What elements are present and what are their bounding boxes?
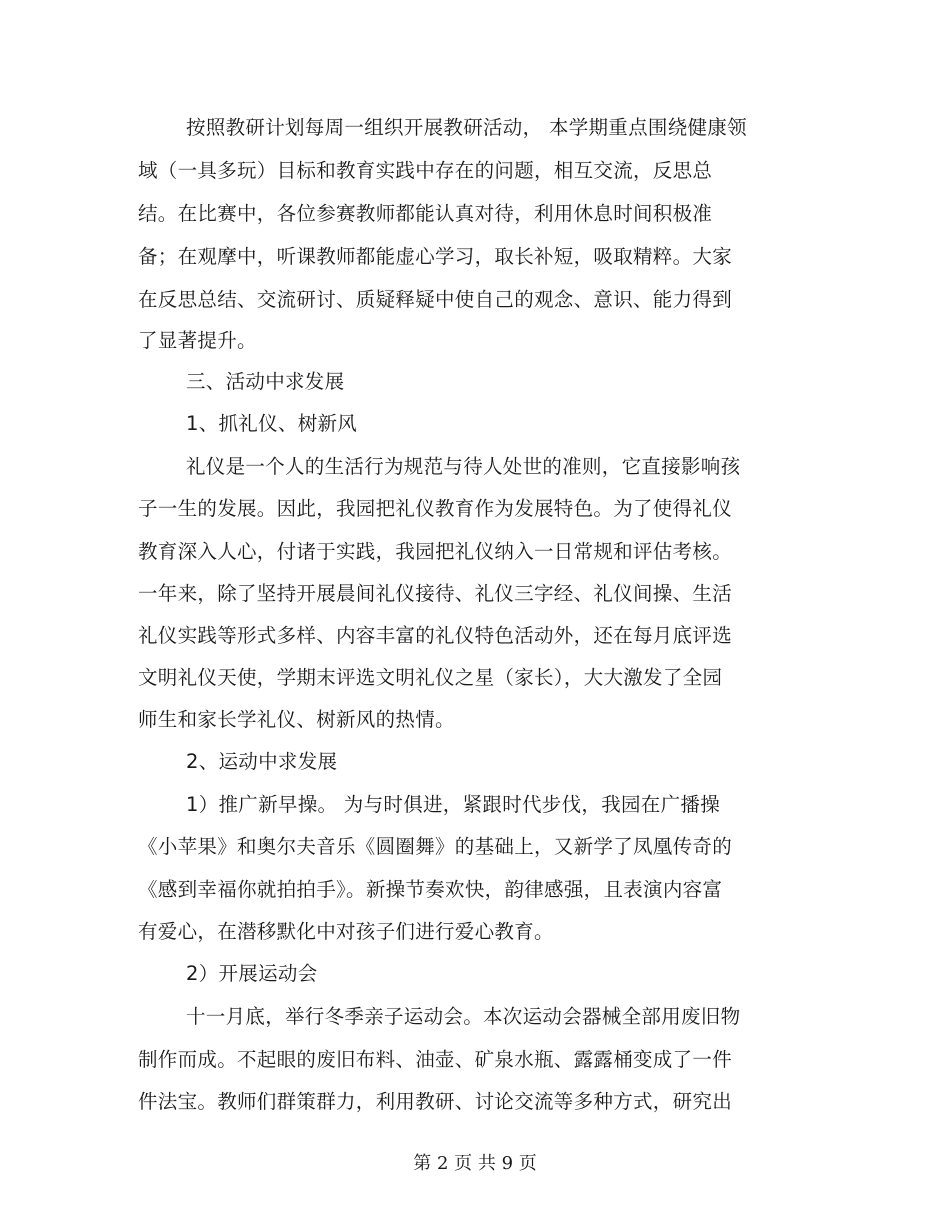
paragraph-line: 教育深入人心，付诸于实践，我园把礼仪纳入一日常规和评估考核。 bbox=[138, 540, 733, 563]
paragraph-line: 有爱心，在潜移默化中对孩子们进行爱心教育。 bbox=[138, 920, 554, 943]
paragraph-line: 十一月底，举行冬季亲子运动会。本次运动会器械全部用废旧物 bbox=[186, 1005, 741, 1028]
paragraph-line: 礼仪实践等形式多样、内容丰富的礼仪特色活动外，还在每月底评选 bbox=[138, 624, 733, 647]
subsection-heading: 2）开展运动会 bbox=[186, 962, 318, 985]
paragraph-line: 备；在观摩中，听课教师都能虚心学习，取长补短，吸取精粹。大家 bbox=[138, 245, 733, 268]
paragraph-line: 域（一具多玩）目标和教育实践中存在的问题，相互交流，反思总 bbox=[138, 159, 713, 182]
paragraph-line: 1）推广新早操。 为与时俱进，紧跟时代步伐，我园在广播操 bbox=[186, 793, 721, 816]
paragraph-line: 《感到幸福你就拍拍手》。新操节奏欢快，韵律感强，且表演内容富 bbox=[138, 878, 723, 901]
paragraph-line: 文明礼仪天使，学期末评选文明礼仪之星（家长），大大激发了全园 bbox=[138, 666, 723, 689]
paragraph-line: 件法宝。教师们群策群力，利用教研、讨论交流等多种方式，研究出 bbox=[138, 1090, 733, 1113]
paragraph-line: 师生和家长学礼仪、树新风的热情。 bbox=[138, 708, 455, 731]
paragraph-line: 制作而成。不起眼的废旧布料、油壶、矿泉水瓶、露露桶变成了一件 bbox=[138, 1048, 733, 1071]
paragraph-line: 结。在比赛中，各位参赛教师都能认真对待，利用休息时间积极准 bbox=[138, 202, 713, 225]
subsection-heading: 1、抓礼仪、树新风 bbox=[186, 412, 358, 435]
paragraph-line: 一年来，除了坚持开展晨间礼仪接待、礼仪三字经、礼仪间操、生活 bbox=[138, 582, 733, 605]
paragraph-line: 按照教研计划每周一组织开展教研活动， 本学期重点围绕健康领 bbox=[186, 116, 747, 139]
section-heading: 三、活动中求发展 bbox=[186, 370, 345, 393]
paragraph-line: 在反思总结、交流研讨、质疑释疑中使自己的观念、意识、能力得到 bbox=[138, 288, 733, 311]
paragraph-line: 《小苹果》和奥尔夫音乐《圆圈舞》的基础上，又新学了凤凰传奇的 bbox=[138, 835, 733, 858]
paragraph-line: 了显著提升。 bbox=[138, 329, 257, 352]
page-number-footer: 第 2 页 共 9 页 bbox=[413, 1153, 537, 1174]
subsection-heading: 2、运动中求发展 bbox=[186, 750, 338, 773]
paragraph-line: 礼仪是一个人的生活行为规范与待人处世的准则，它直接影响孩 bbox=[186, 455, 741, 478]
paragraph-line: 子一生的发展。因此，我园把礼仪教育作为发展特色。为了使得礼仪 bbox=[138, 497, 733, 520]
